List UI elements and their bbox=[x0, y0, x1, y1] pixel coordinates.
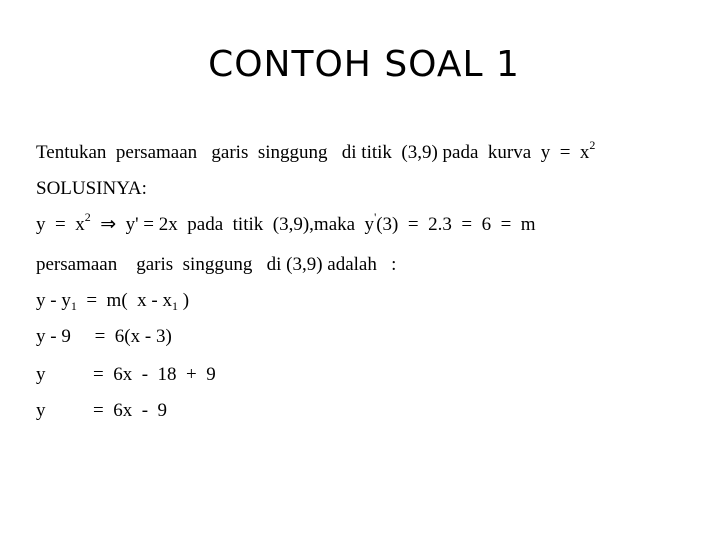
slide-title: CONTOH SOAL 1 bbox=[208, 44, 520, 85]
function-text: y = x bbox=[36, 214, 85, 235]
solution-label bbox=[36, 178, 147, 200]
step-1-text: y - 9 = 6(x - 3) bbox=[36, 326, 172, 347]
tangent-intro-text: persamaan garis singgung di (3,9) adalah : bbox=[36, 254, 397, 275]
solution-text: SOLUSINYA: bbox=[36, 178, 147, 199]
function-exponent: 2 bbox=[84, 210, 91, 224]
derivative-text: ⇒ y' = 2x pada titik (3,9),maka y bbox=[90, 214, 375, 235]
x-subscript: 1 bbox=[171, 299, 178, 313]
equation-step-1 bbox=[36, 326, 172, 348]
derivative-line bbox=[36, 210, 536, 236]
y-subscript: 1 bbox=[70, 299, 77, 313]
formula-middle: = m( x - x bbox=[76, 290, 172, 311]
point-slope-formula bbox=[36, 290, 189, 312]
prime-mark: ' bbox=[374, 210, 377, 224]
formula-right: ) bbox=[177, 290, 190, 311]
tangent-intro bbox=[36, 254, 396, 276]
problem-text: Tentukan persamaan garis singgung di titik (3,9) pada kurva y = x bbox=[36, 142, 590, 163]
step-2-text: y = 6x - 18 + 9 bbox=[36, 364, 216, 385]
equation-result bbox=[36, 400, 167, 422]
formula-left: y - y bbox=[36, 290, 71, 311]
result-text: y = 6x - 9 bbox=[36, 400, 168, 421]
exponent: 2 bbox=[589, 138, 596, 152]
problem-statement bbox=[36, 138, 596, 164]
equation-step-2 bbox=[36, 364, 216, 386]
slope-text: (3) = 2.3 = 6 = m bbox=[376, 214, 536, 235]
